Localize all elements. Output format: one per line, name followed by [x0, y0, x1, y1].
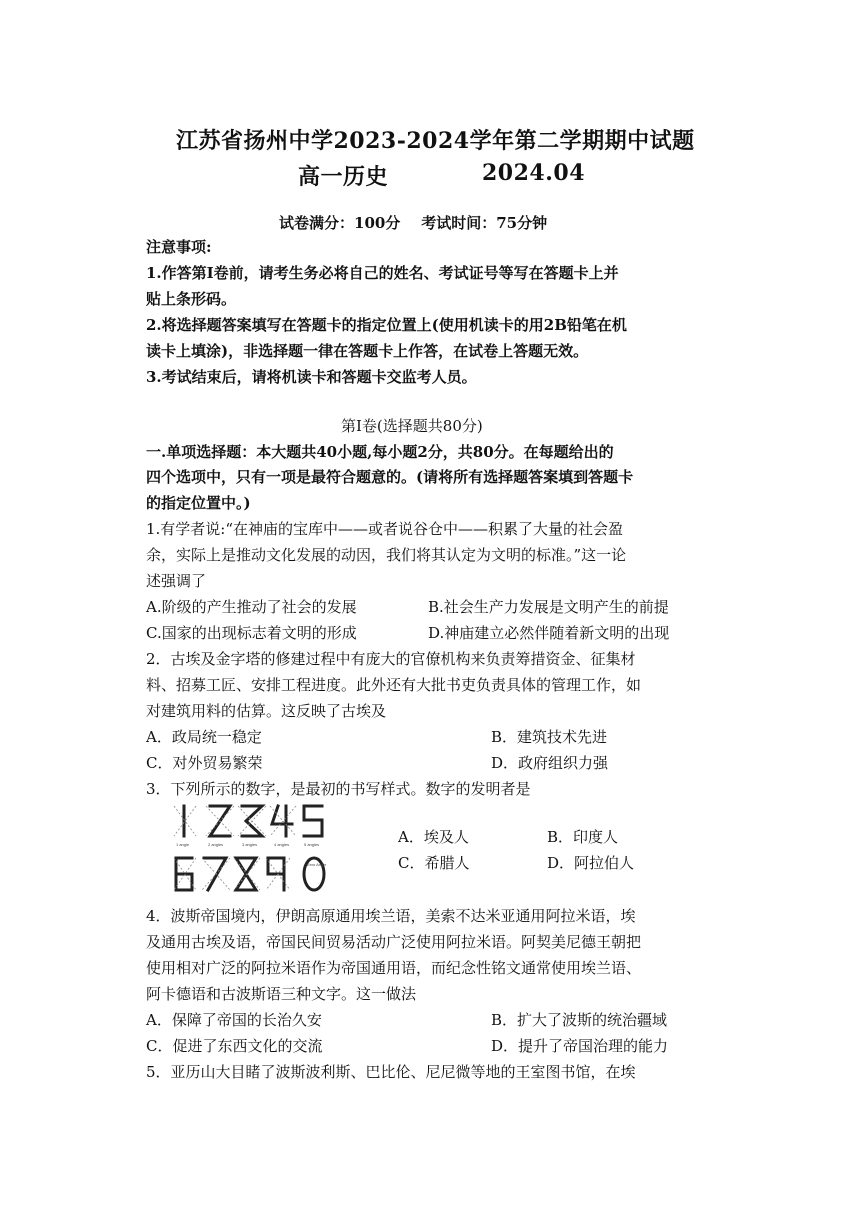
notice-heading: 注意事项: — [146, 238, 212, 256]
exam-title: 江苏省扬州中学2023-2024学年第二学期期中试题 — [176, 128, 695, 154]
section-title: 第Ⅰ卷(选择题共80分) — [341, 417, 483, 435]
question-3-option-a[interactable]: A．埃及人 — [398, 828, 469, 846]
question-1-option-d[interactable]: D.神庙建立必然伴随着新文明的出现 — [428, 624, 670, 642]
question-4-stem: 4．波斯帝国境内，伊朗高原通用埃兰语，美索不达米亚通用阿拉米语，埃 — [146, 907, 636, 925]
question-4-option-c[interactable]: C．促进了东西文化的交流 — [146, 1037, 323, 1055]
digit-caption: 5 angles — [304, 842, 320, 847]
question-1-stem: 余，实际上是推动文化发展的动因，我们将其认定为文明的标准。”这一论 — [146, 546, 627, 564]
question-5-stem: 5．亚历山大目睹了波斯波利斯、巴比伦、尼尼微等地的王室图书馆，在埃 — [146, 1063, 636, 1081]
exam-date: 2024.04 — [482, 160, 586, 186]
question-1-option-c[interactable]: C.国家的出现标志着文明的形成 — [146, 624, 357, 642]
question-1-option-a[interactable]: A.阶级的产生推动了社会的发展 — [146, 598, 357, 616]
question-1-stem: 述强调了 — [146, 572, 207, 590]
question-4-stem: 及通用古埃及语，帝国民间贸易活动广泛使用阿拉米语。阿契美尼德王朝把 — [146, 933, 642, 951]
question-2-option-d[interactable]: D．政府组织力强 — [491, 754, 609, 772]
section-intro: 的指定位置中。) — [146, 494, 251, 512]
question-3-option-d[interactable]: D．阿拉伯人 — [547, 854, 635, 872]
digit-6-glyph — [176, 858, 192, 890]
notice-line: 3.考试结束后，请将机读卡和答题卡交监考人员。 — [146, 368, 477, 386]
digit-caption: 2 angles — [208, 842, 224, 847]
notice-line: 贴上条形码。 — [146, 290, 237, 308]
exam-subject: 高一历史 — [298, 164, 389, 190]
angle-digits-figure — [170, 800, 330, 898]
question-4-option-a[interactable]: A．保障了帝国的长治久安 — [146, 1011, 322, 1029]
question-4-option-b[interactable]: B．扩大了波斯的统治疆域 — [491, 1011, 668, 1029]
question-3-option-c[interactable]: C．希腊人 — [398, 854, 470, 872]
question-1-option-b[interactable]: B.社会生产力发展是文明产生的前提 — [428, 598, 669, 616]
question-4-option-d[interactable]: D．提升了帝国治理的能力 — [491, 1037, 669, 1055]
notice-line: 1.作答第Ⅰ卷前，请考生务必将自己的姓名、考试证号等写在答题卡上并 — [146, 264, 619, 282]
question-4-stem: 阿卡德语和古波斯语三种文字。这一做法 — [146, 985, 417, 1003]
question-1-stem: 1.有学者说:“在神庙的宝库中——或者说谷仓中——积累了大量的社会盈 — [146, 520, 624, 538]
section-intro: 四个选项中，只有一项是最符合题意的。(请将所有选择题答案填到答题卡 — [146, 468, 634, 486]
question-2-option-c[interactable]: C．对外贸易繁荣 — [146, 754, 263, 772]
digit-4-glyph — [272, 806, 292, 836]
question-2-stem: 2．古埃及金字塔的修建过程中有庞大的官僚机构来负责筹措资金、征集材 — [146, 650, 636, 668]
question-2-option-a[interactable]: A．政局统一稳定 — [146, 728, 262, 746]
digit-caption: 3 angles — [242, 842, 258, 847]
question-2-stem: 对建筑用料的估算。这反映了古埃及 — [146, 702, 387, 720]
notice-line: 读卡上填涂)，非选择题一律在答题卡上作答，在试卷上答题无效。 — [146, 342, 589, 360]
digit-5-glyph — [304, 806, 322, 836]
digit-7-glyph — [204, 858, 226, 890]
question-2-stem: 料、招募工匠、安排工程进度。此外还有大批书吏负责具体的管理工作，如 — [146, 676, 642, 694]
digit-8-glyph — [236, 858, 256, 890]
digit-caption: Zero Angle — [307, 862, 327, 867]
section-intro: 一.单项选择题：本大题共40小题,每小题2分，共80分。在每题给出的 — [146, 443, 614, 461]
question-2-option-b[interactable]: B．建筑技术先进 — [491, 728, 608, 746]
question-3-stem: 3．下列所示的数字，是最初的书写样式。数字的发明者是 — [146, 780, 531, 798]
exam-info: 试卷满分：100分 考试时间：75分钟 — [279, 214, 548, 232]
digit-9-glyph — [268, 858, 284, 890]
notice-line: 2.将选择题答案填写在答题卡的指定位置上(使用机读卡的用2B铅笔在机 — [146, 316, 627, 334]
digit-caption: 4 angles — [274, 842, 290, 847]
digit-caption: 1 angle — [176, 842, 190, 847]
question-4-stem: 使用相对广泛的阿拉米语作为帝国通用语，而纪念性铭文通常使用埃兰语、 — [146, 959, 642, 977]
question-3-option-b[interactable]: B．印度人 — [547, 828, 619, 846]
